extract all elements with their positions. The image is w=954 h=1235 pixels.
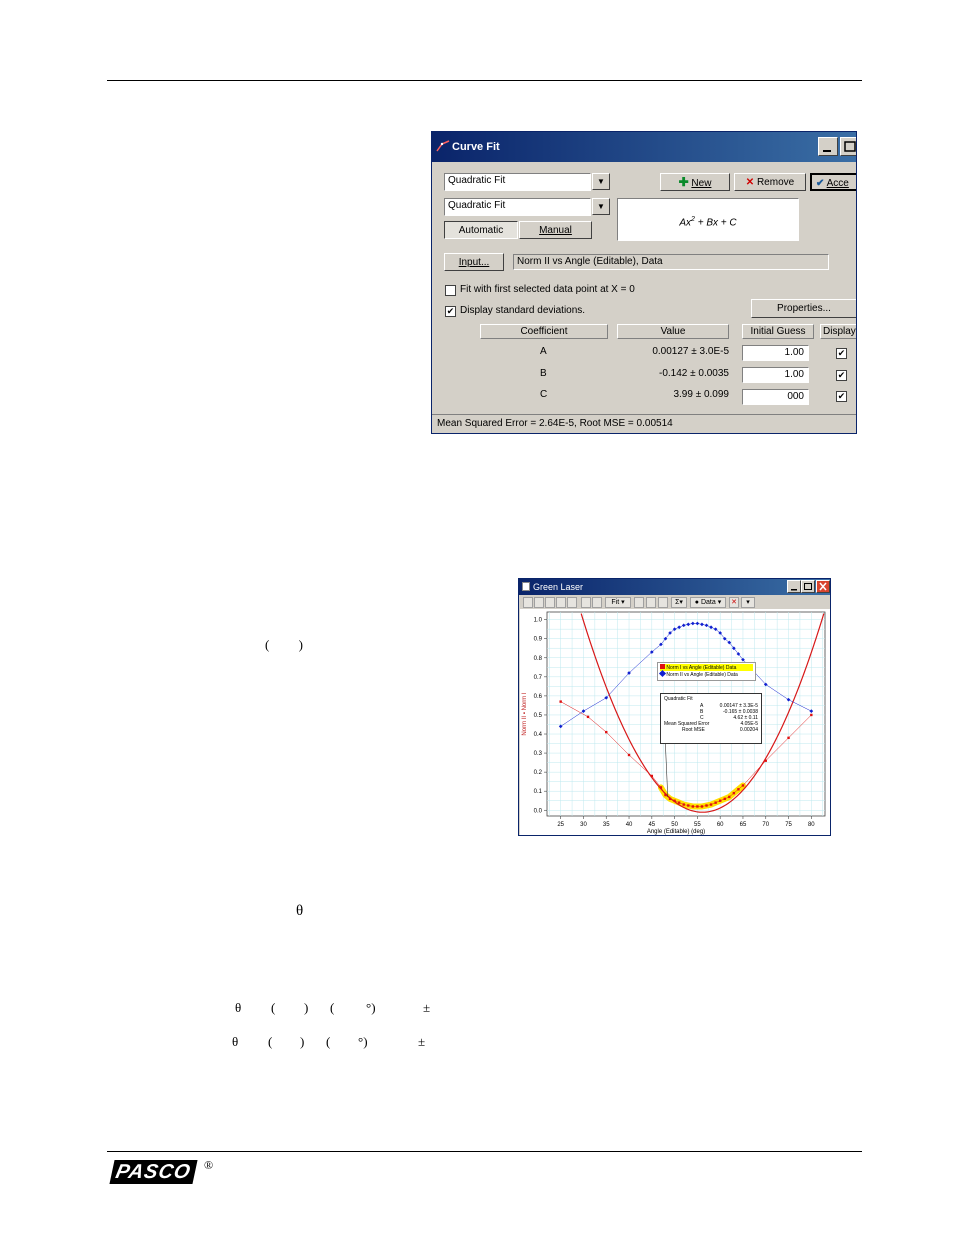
close-button[interactable] bbox=[816, 580, 830, 593]
equation-fragment: ± bbox=[423, 1000, 431, 1015]
y-tick-label: 0.0 bbox=[533, 808, 542, 815]
initial-guess-input[interactable]: 1.00 bbox=[742, 345, 809, 361]
fit-result-row: A 0.00147 ± 3.3E-5 bbox=[700, 703, 758, 709]
properties-button[interactable] bbox=[751, 299, 857, 318]
fit-select-value: Quadratic Fit bbox=[448, 175, 506, 186]
data-button[interactable]: ● Data ▾ bbox=[690, 597, 726, 608]
curve-fit-icon bbox=[436, 140, 450, 152]
formula-box bbox=[617, 198, 799, 241]
data-point-norm-i bbox=[660, 786, 662, 788]
x-tick-label: 55 bbox=[694, 822, 701, 828]
graph-window-title: Green Laser bbox=[533, 582, 584, 592]
fit-result-row: Mean Squared Error 4.05E-5 bbox=[664, 721, 758, 727]
input-source-value: Norm II vs Angle (Editable), Data bbox=[517, 256, 663, 267]
display-std-dev-label: Display standard deviations. bbox=[460, 305, 586, 316]
x-tick-label: 50 bbox=[671, 822, 678, 828]
display-checkbox[interactable]: ✔ bbox=[837, 348, 846, 358]
data-point-norm-i bbox=[651, 775, 653, 777]
data-point-norm-i bbox=[719, 800, 721, 802]
y-tick-label: 0.5 bbox=[533, 712, 542, 719]
legend-item bbox=[660, 664, 753, 671]
data-point-norm-i bbox=[605, 731, 607, 733]
data-point-norm-i bbox=[714, 801, 716, 803]
zoom-in-icon[interactable] bbox=[534, 597, 544, 608]
automatic-label: Automatic bbox=[458, 225, 504, 236]
graph-toolbar bbox=[521, 596, 829, 609]
fit-button[interactable]: Fit ▾ bbox=[605, 597, 631, 608]
x-tick-label: 80 bbox=[807, 822, 815, 828]
maximize-button[interactable] bbox=[801, 580, 815, 593]
equation-fragment: ± bbox=[418, 1034, 426, 1049]
plus-icon: ✚ bbox=[678, 175, 689, 189]
curve-fit-title: Curve Fit bbox=[452, 141, 500, 153]
graph-window-icon bbox=[522, 582, 530, 591]
display-checkbox[interactable]: ✔ bbox=[837, 391, 846, 401]
remove-button[interactable] bbox=[734, 173, 806, 191]
zoom-out-icon[interactable] bbox=[545, 597, 555, 608]
x-icon: ✕ bbox=[745, 177, 755, 188]
equation-fragment: °) bbox=[358, 1034, 368, 1049]
x-tick-label: 25 bbox=[557, 822, 565, 828]
legend-label: Norm II vs Angle (Editable) Data bbox=[666, 672, 738, 678]
data-point-norm-i bbox=[765, 760, 767, 762]
coefficient-name: C bbox=[540, 389, 548, 400]
equation-fragment: ( bbox=[271, 1000, 276, 1015]
y-tick-label: 0.8 bbox=[533, 655, 542, 662]
minimize-icon bbox=[788, 581, 800, 592]
equation-fragment: ) bbox=[304, 1000, 309, 1015]
delete-icon[interactable]: ✕ bbox=[729, 597, 739, 608]
data-point-norm-i bbox=[696, 805, 698, 807]
data-point-norm-i bbox=[710, 803, 712, 805]
x-axis-label: Angle (Editable) (deg) bbox=[646, 829, 706, 835]
data-point-norm-i bbox=[724, 798, 726, 800]
coefficient-header: Coefficient bbox=[480, 324, 608, 339]
display-checkbox[interactable]: ✔ bbox=[837, 370, 846, 380]
maximize-icon bbox=[802, 581, 814, 592]
data-point-norm-i bbox=[683, 803, 685, 805]
settings-icon[interactable]: ▾ bbox=[741, 597, 755, 608]
properties-label: Properties... bbox=[777, 303, 831, 314]
remove-label: Remove bbox=[756, 177, 795, 188]
smart-tool-icon[interactable] bbox=[567, 597, 577, 608]
close-icon bbox=[817, 581, 829, 592]
sigma-button[interactable]: Σ▾ bbox=[671, 597, 687, 608]
x-tick-label: 40 bbox=[625, 822, 633, 828]
graph-window bbox=[518, 578, 831, 836]
checkbox-mark: ✔ bbox=[446, 306, 455, 316]
display-std-dev-checkbox[interactable] bbox=[445, 306, 456, 317]
curve-fit-window bbox=[431, 131, 857, 434]
accept-button[interactable] bbox=[810, 173, 857, 191]
data-point-norm-i bbox=[587, 716, 589, 718]
automatic-tab[interactable] bbox=[444, 221, 518, 239]
scale-to-fit-icon[interactable] bbox=[523, 597, 533, 608]
formula-rest: + Bx + C bbox=[694, 217, 737, 229]
equation-fragment: ) bbox=[300, 1034, 305, 1049]
curve-fit-titlebar[interactable] bbox=[432, 132, 856, 162]
data-point-norm-i bbox=[728, 796, 730, 798]
new-label: New bbox=[691, 178, 712, 189]
legend-item bbox=[660, 671, 753, 678]
equation-fragment: ( bbox=[330, 1000, 335, 1015]
input-button[interactable] bbox=[444, 253, 504, 271]
coefficient-name: A bbox=[540, 346, 547, 357]
formula-exponent: 2 bbox=[691, 216, 695, 223]
equation-fragment: ( bbox=[326, 1034, 331, 1049]
legend-swatch bbox=[659, 670, 666, 677]
y-tick-label: 1.0 bbox=[533, 617, 542, 624]
theta-symbol: θ bbox=[296, 903, 304, 919]
data-point-norm-i bbox=[669, 798, 671, 800]
x-tick-label: 70 bbox=[762, 822, 770, 828]
x-tick-label: 30 bbox=[580, 822, 587, 828]
fit-type-dropdown[interactable] bbox=[592, 198, 610, 215]
coefficient-value: 0.00127 ± 3.0E-5 bbox=[652, 346, 729, 357]
data-point-norm-i bbox=[628, 754, 630, 756]
coefficient-value: -0.142 ± 0.0035 bbox=[659, 368, 729, 379]
fit-result-row: Root MSE 0.00204 bbox=[682, 727, 758, 733]
paren-fragment: ( ) bbox=[265, 637, 303, 652]
status-text: Mean Squared Error = 2.64E-5, Root MSE = 0.00514 bbox=[437, 418, 673, 429]
coefficient-value: 3.99 ± 0.099 bbox=[673, 389, 729, 400]
equation-fragment: ( bbox=[268, 1034, 273, 1049]
y-tick-label: 0.7 bbox=[533, 674, 542, 681]
statistics-icon[interactable] bbox=[658, 597, 668, 608]
fit-type-select[interactable] bbox=[444, 198, 591, 216]
registered-mark: ® bbox=[204, 1158, 214, 1172]
footer-rule bbox=[107, 1151, 862, 1152]
data-point-norm-i bbox=[678, 801, 680, 803]
formula-a: Ax bbox=[679, 217, 692, 229]
minimize-button[interactable] bbox=[818, 137, 838, 156]
initial-guess-input[interactable]: 000 bbox=[742, 389, 809, 405]
status-bar bbox=[432, 414, 856, 434]
chevron-down-icon: ▼ bbox=[597, 202, 605, 211]
y-tick-label: 0.1 bbox=[533, 789, 542, 796]
x-tick-label: 65 bbox=[739, 822, 747, 828]
fit-type-value: Quadratic Fit bbox=[448, 200, 506, 211]
y-tick-label: 0.9 bbox=[533, 636, 542, 643]
x-tick-label: 60 bbox=[716, 822, 724, 828]
equation-fragment: θ bbox=[232, 1034, 239, 1049]
coefficient-name: B bbox=[540, 368, 547, 379]
data-point-norm-i bbox=[733, 792, 735, 794]
data-point-norm-i bbox=[673, 800, 675, 802]
minimize-button[interactable] bbox=[787, 580, 801, 593]
new-button[interactable] bbox=[660, 173, 730, 191]
fit-first-point-checkbox[interactable] bbox=[445, 285, 456, 296]
x-tick-label: 45 bbox=[648, 822, 656, 828]
legend-label: Norm I vs Angle (Editable) Data bbox=[666, 665, 737, 671]
initial-guess-input[interactable]: 1.00 bbox=[742, 367, 809, 383]
data-point-norm-i bbox=[742, 784, 744, 786]
annotation-icon[interactable] bbox=[646, 597, 656, 608]
data-point-norm-i bbox=[787, 737, 789, 739]
fit-result-row: B -0.165 ± 0.0038 bbox=[700, 709, 758, 715]
legend-swatch bbox=[660, 664, 665, 669]
data-point-norm-i bbox=[737, 788, 739, 790]
chevron-down-icon: ▼ bbox=[597, 177, 605, 186]
slope-icon[interactable] bbox=[581, 597, 591, 608]
fit-select[interactable] bbox=[444, 173, 591, 191]
fit-select-dropdown[interactable] bbox=[592, 173, 610, 190]
calculator-icon[interactable] bbox=[634, 597, 644, 608]
minimize-icon bbox=[819, 138, 837, 155]
data-point-norm-i bbox=[664, 794, 666, 796]
data-point-norm-i bbox=[701, 805, 703, 807]
pasco-logo bbox=[112, 1158, 214, 1184]
data-point-norm-i bbox=[810, 714, 812, 716]
fit-result-box bbox=[660, 693, 762, 744]
area-icon[interactable] bbox=[592, 597, 602, 608]
y-tick-label: 0.4 bbox=[533, 732, 542, 739]
plot-area bbox=[520, 609, 830, 836]
x-tick-label: 35 bbox=[602, 822, 610, 828]
equation-fragment: °) bbox=[366, 1000, 376, 1015]
manual-label: Manual bbox=[539, 225, 572, 236]
logo-text: PASCO bbox=[109, 1160, 197, 1184]
data-point-norm-i bbox=[692, 805, 694, 807]
manual-tab[interactable] bbox=[519, 221, 592, 239]
initial-guess-header: Initial Guess bbox=[742, 324, 814, 339]
maximize-button[interactable] bbox=[840, 137, 857, 156]
checkmark-icon: ✔ bbox=[816, 178, 825, 189]
header-rule bbox=[107, 80, 862, 81]
y-axis-label: Norm II ▪ Norm I bbox=[522, 692, 528, 736]
y-tick-label: 0.3 bbox=[533, 751, 542, 758]
value-header: Value bbox=[617, 324, 729, 339]
data-point-norm-i bbox=[559, 700, 561, 702]
accept-label: Acce bbox=[826, 178, 849, 189]
maximize-icon bbox=[841, 138, 857, 155]
data-point-norm-i bbox=[687, 804, 689, 806]
input-label: Input... bbox=[458, 257, 490, 268]
data-point-norm-i bbox=[705, 804, 707, 806]
equation-fragment: θ bbox=[235, 1000, 242, 1015]
graph-titlebar[interactable] bbox=[519, 579, 830, 595]
input-source-field bbox=[513, 254, 829, 270]
y-tick-label: 0.2 bbox=[533, 770, 542, 777]
fit-result-row: C 4.62 ± 0.11 bbox=[700, 715, 758, 721]
display-header: Display bbox=[820, 324, 857, 339]
fit-result-title: Quadratic Fit bbox=[664, 696, 693, 702]
fit-first-point-label: Fit with first selected data point at X = 0 bbox=[460, 284, 635, 295]
y-tick-label: 0.6 bbox=[533, 693, 542, 700]
chart-legend bbox=[657, 662, 756, 681]
x-tick-label: 75 bbox=[785, 822, 792, 828]
zoom-select-icon[interactable] bbox=[556, 597, 566, 608]
